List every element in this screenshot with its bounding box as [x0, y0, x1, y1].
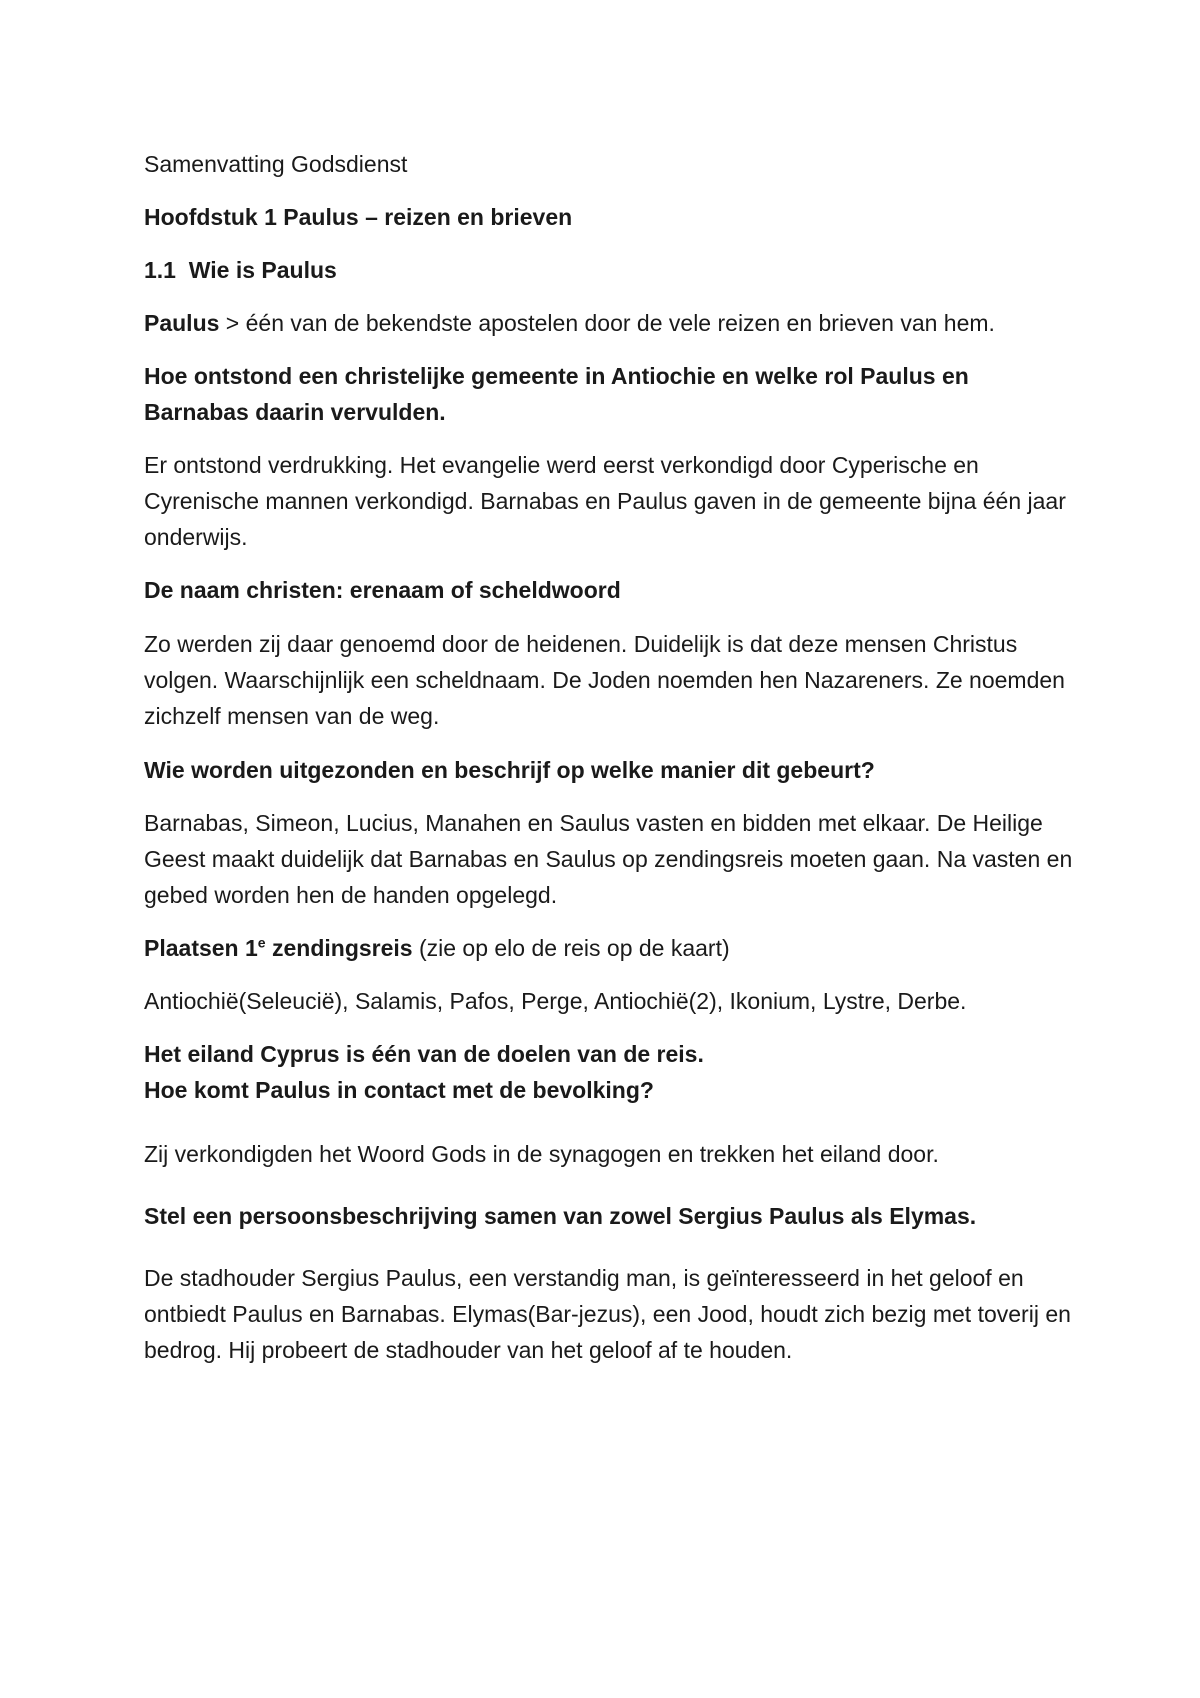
chapter-heading: Hoofdstuk 1 Paulus – reizen en brieven — [144, 204, 573, 230]
question-persoonsbeschrijving: Stel een persoonsbeschrijving samen van zowel Sergius Paulus als Elymas. — [144, 1203, 977, 1229]
question-cyprus-line1: Het eiland Cyprus is één van de doelen van de reis. — [144, 1041, 704, 1067]
answer-plaatsen: Antiochië(Seleucië), Salamis, Pafos, Perge, Antiochië(2), Ikonium, Lystre, Derbe. — [144, 988, 967, 1014]
question-antiochie: Hoe ontstond een christelijke gemeente in Antiochie en welke rol Paulus en Barnabas daarin vervulden. — [144, 363, 969, 425]
question-naam-christen: De naam christen: erenaam of scheldwoord — [144, 577, 621, 603]
answer-naam-christen: Zo werden zij daar genoemd door de heidenen. Duidelijk is dat deze mensen Christus volgen. Waarschijnlijk een scheldnaam. De Joden noemden hen Nazareners. Ze noemden zichzelf mensen van de weg. — [144, 631, 1065, 729]
answer-uitgezonden: Barnabas, Simeon, Lucius, Manahen en Saulus vasten en bidden met elkaar. De Heilige Geest maakt duidelijk dat Barnabas en Saulus op zendingsreis moeten gaan. Na vasten en gebed worden hen de handen opgelegd. — [144, 810, 1073, 908]
ordinal-superscript: e — [257, 934, 266, 951]
intro-paragraph — [144, 305, 1074, 341]
section-heading: 1.1 Wie is Paulus — [144, 257, 337, 283]
plaatsen-label: Plaatsen 1 — [144, 935, 258, 961]
question-cyprus-line2: Hoe komt Paulus in contact met de bevolking? — [144, 1077, 654, 1103]
document-content — [144, 146, 1074, 1368]
answer-persoonsbeschrijving: De stadhouder Sergius Paulus, een verstandig man, is geïnteresseerd in het geloof en ontbiedt Paulus en Barnabas. Elymas(Bar-jezus), een Jood, houdt zich bezig met toverij en bedrog. Hij probeert de stadhouder van het geloof af te houden. — [144, 1265, 1071, 1363]
intro-text: > één van de bekendste apostelen door de vele reizen en brieven van hem. — [219, 310, 995, 336]
question-uitgezonden: Wie worden uitgezonden en beschrijf op welke manier dit gebeurt? — [144, 757, 875, 783]
answer-cyprus: Zij verkondigden het Woord Gods in de synagogen en trekken het eiland door. — [144, 1141, 939, 1167]
intro-term: Paulus — [144, 310, 220, 336]
question-plaatsen — [144, 930, 1074, 966]
answer-antiochie: Er ontstond verdrukking. Het evangelie werd eerst verkondigd door Cyperische en Cyrenische mannen verkondigd. Barnabas en Paulus gaven in de gemeente bijna één jaar onderwijs. — [144, 452, 1066, 550]
zendingsreis-label: zendingsreis — [265, 935, 413, 961]
plaatsen-note: (zie op elo de reis op de kaart) — [412, 935, 730, 961]
document-title: Samenvatting Godsdienst — [144, 151, 408, 177]
